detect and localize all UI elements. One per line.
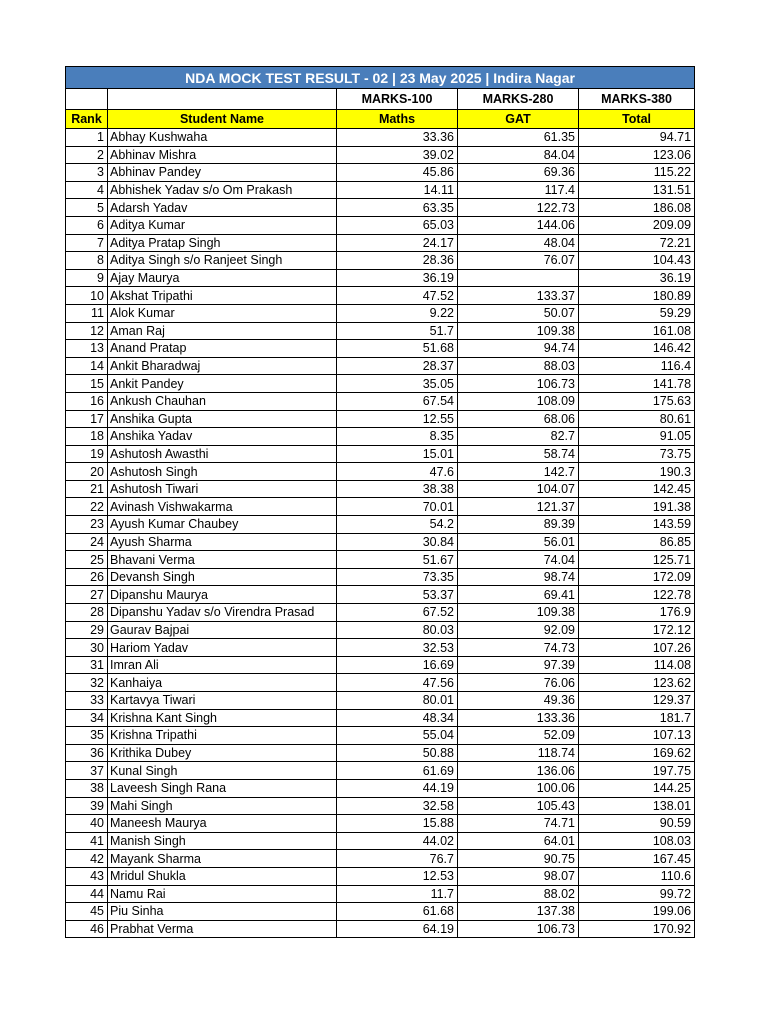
table-row: [66, 304, 695, 322]
rank-cell: 15: [66, 375, 108, 393]
student-name-cell: Kartavya Tiwari: [108, 692, 337, 710]
rank-cell: 37: [66, 762, 108, 780]
table-row: [66, 234, 695, 252]
table-row: [66, 480, 695, 498]
maths-cell: 36.19: [337, 269, 458, 287]
total-cell: 169.62: [579, 744, 695, 762]
table-row: [66, 392, 695, 410]
maths-cell: 8.35: [337, 428, 458, 446]
gat-cell: 84.04: [458, 146, 579, 164]
gat-cell: 133.36: [458, 709, 579, 727]
table-row: [66, 252, 695, 270]
total-cell: 146.42: [579, 340, 695, 358]
table-row: [66, 428, 695, 446]
student-name-cell: Akshat Tripathi: [108, 287, 337, 305]
total-cell: 181.7: [579, 709, 695, 727]
student-name-cell: Aditya Kumar: [108, 216, 337, 234]
gat-cell: 106.73: [458, 375, 579, 393]
gat-cell: 100.06: [458, 779, 579, 797]
rank-cell: 19: [66, 445, 108, 463]
table-row: [66, 551, 695, 569]
student-name-cell: Anshika Gupta: [108, 410, 337, 428]
table-row: [66, 199, 695, 217]
rank-cell: 39: [66, 797, 108, 815]
gat-cell: 61.35: [458, 129, 579, 147]
maths-cell: 12.53: [337, 867, 458, 885]
student-name-cell: Imran Ali: [108, 656, 337, 674]
student-name-cell: Prabhat Verma: [108, 920, 337, 938]
table-row: [66, 516, 695, 534]
student-name-cell: Ankush Chauhan: [108, 392, 337, 410]
rank-cell: 8: [66, 252, 108, 270]
total-cell: 186.08: [579, 199, 695, 217]
student-name-cell: Manish Singh: [108, 832, 337, 850]
gat-cell: 49.36: [458, 692, 579, 710]
gat-cell: 108.09: [458, 392, 579, 410]
gat-cell: 121.37: [458, 498, 579, 516]
gat-cell: 92.09: [458, 621, 579, 639]
marks-blank-cell: [108, 89, 337, 110]
maths-cell: 80.03: [337, 621, 458, 639]
maths-cell: 16.69: [337, 656, 458, 674]
student-name-cell: Kunal Singh: [108, 762, 337, 780]
maths-cell: 76.7: [337, 850, 458, 868]
student-name-cell: Abhishek Yadav s/o Om Prakash: [108, 181, 337, 199]
maths-cell: 54.2: [337, 516, 458, 534]
rank-cell: 24: [66, 533, 108, 551]
maths-cell: 44.02: [337, 832, 458, 850]
maths-cell: 50.88: [337, 744, 458, 762]
gat-cell: 104.07: [458, 480, 579, 498]
rank-cell: 14: [66, 357, 108, 375]
total-cell: 131.51: [579, 181, 695, 199]
student-name-cell: Maneesh Maurya: [108, 815, 337, 833]
total-cell: 142.45: [579, 480, 695, 498]
maths-cell: 39.02: [337, 146, 458, 164]
gat-cell: 74.71: [458, 815, 579, 833]
total-cell: 161.08: [579, 322, 695, 340]
gat-cell: 122.73: [458, 199, 579, 217]
total-cell: 175.63: [579, 392, 695, 410]
rank-cell: 28: [66, 604, 108, 622]
marks-header-maths: MARKS-100: [337, 89, 458, 110]
rank-cell: 44: [66, 885, 108, 903]
gat-cell: 58.74: [458, 445, 579, 463]
table-row: [66, 287, 695, 305]
marks-header-total: MARKS-380: [579, 89, 695, 110]
maths-cell: 48.34: [337, 709, 458, 727]
total-cell: 199.06: [579, 903, 695, 921]
gat-cell: 98.07: [458, 867, 579, 885]
table-row: [66, 797, 695, 815]
student-name-cell: Ayush Sharma: [108, 533, 337, 551]
student-name-cell: Aman Raj: [108, 322, 337, 340]
rank-cell: 10: [66, 287, 108, 305]
rank-cell: 26: [66, 568, 108, 586]
table-row: [66, 164, 695, 182]
gat-cell: 137.38: [458, 903, 579, 921]
table-row: [66, 832, 695, 850]
total-cell: 141.78: [579, 375, 695, 393]
maths-cell: 51.67: [337, 551, 458, 569]
maths-cell: 45.86: [337, 164, 458, 182]
maths-cell: 70.01: [337, 498, 458, 516]
rank-cell: 43: [66, 867, 108, 885]
table-row: [66, 885, 695, 903]
student-name-cell: Abhay Kushwaha: [108, 129, 337, 147]
student-name-cell: Ankit Pandey: [108, 375, 337, 393]
total-cell: 59.29: [579, 304, 695, 322]
column-header-maths: Maths: [337, 110, 458, 129]
total-cell: 99.72: [579, 885, 695, 903]
table-row: [66, 129, 695, 147]
maths-cell: 61.69: [337, 762, 458, 780]
student-name-cell: Laveesh Singh Rana: [108, 779, 337, 797]
student-name-cell: Piu Sinha: [108, 903, 337, 921]
rank-cell: 25: [66, 551, 108, 569]
maths-cell: 24.17: [337, 234, 458, 252]
maths-cell: 9.22: [337, 304, 458, 322]
gat-cell: 105.43: [458, 797, 579, 815]
table-row: [66, 604, 695, 622]
maths-cell: 47.6: [337, 463, 458, 481]
rank-cell: 36: [66, 744, 108, 762]
rank-cell: 12: [66, 322, 108, 340]
student-name-cell: Anand Pratap: [108, 340, 337, 358]
student-name-cell: Ashutosh Singh: [108, 463, 337, 481]
student-name-cell: Mridul Shukla: [108, 867, 337, 885]
gat-cell: 109.38: [458, 604, 579, 622]
marks-header-gat: MARKS-280: [458, 89, 579, 110]
table-row: [66, 867, 695, 885]
rank-cell: 2: [66, 146, 108, 164]
table-row: [66, 357, 695, 375]
total-cell: 125.71: [579, 551, 695, 569]
rank-cell: 45: [66, 903, 108, 921]
total-cell: 91.05: [579, 428, 695, 446]
total-cell: 90.59: [579, 815, 695, 833]
table-row: [66, 375, 695, 393]
total-cell: 86.85: [579, 533, 695, 551]
rank-cell: 13: [66, 340, 108, 358]
student-name-cell: Aditya Singh s/o Ranjeet Singh: [108, 252, 337, 270]
table-row: [66, 498, 695, 516]
rank-cell: 30: [66, 639, 108, 657]
maths-cell: 30.84: [337, 533, 458, 551]
rank-cell: 40: [66, 815, 108, 833]
student-name-cell: Alok Kumar: [108, 304, 337, 322]
maths-cell: 65.03: [337, 216, 458, 234]
student-name-cell: Aditya Pratap Singh: [108, 234, 337, 252]
student-name-cell: Krithika Dubey: [108, 744, 337, 762]
table-row: [66, 181, 695, 199]
student-name-cell: Gaurav Bajpai: [108, 621, 337, 639]
total-cell: 36.19: [579, 269, 695, 287]
maths-cell: 67.52: [337, 604, 458, 622]
total-cell: 167.45: [579, 850, 695, 868]
table-row: [66, 639, 695, 657]
table-row: [66, 568, 695, 586]
table-row: [66, 727, 695, 745]
maths-cell: 12.55: [337, 410, 458, 428]
table-row: [66, 216, 695, 234]
table-row: [66, 445, 695, 463]
gat-cell: 136.06: [458, 762, 579, 780]
gat-cell: 68.06: [458, 410, 579, 428]
gat-cell: 50.07: [458, 304, 579, 322]
gat-cell: 52.09: [458, 727, 579, 745]
table-row: [66, 656, 695, 674]
maths-cell: 35.05: [337, 375, 458, 393]
table-row: [66, 621, 695, 639]
rank-cell: 6: [66, 216, 108, 234]
maths-cell: 32.53: [337, 639, 458, 657]
marks-blank-cell: [66, 89, 108, 110]
rank-cell: 7: [66, 234, 108, 252]
table-row: [66, 815, 695, 833]
maths-cell: 33.36: [337, 129, 458, 147]
column-header-total: Total: [579, 110, 695, 129]
rank-cell: 1: [66, 129, 108, 147]
title-row: [66, 67, 695, 89]
table-row: [66, 269, 695, 287]
rank-cell: 3: [66, 164, 108, 182]
page-title: NDA MOCK TEST RESULT - 02 | 23 May 2025 | Indira Nagar: [66, 67, 695, 89]
rank-cell: 9: [66, 269, 108, 287]
rank-cell: 21: [66, 480, 108, 498]
table-row: [66, 850, 695, 868]
gat-cell: 89.39: [458, 516, 579, 534]
student-name-cell: Mahi Singh: [108, 797, 337, 815]
student-name-cell: Ashutosh Awasthi: [108, 445, 337, 463]
student-name-cell: Avinash Vishwakarma: [108, 498, 337, 516]
maths-cell: 63.35: [337, 199, 458, 217]
total-cell: 73.75: [579, 445, 695, 463]
total-cell: 138.01: [579, 797, 695, 815]
student-name-cell: Namu Rai: [108, 885, 337, 903]
rank-cell: 34: [66, 709, 108, 727]
gat-cell: [458, 269, 579, 287]
total-cell: 180.89: [579, 287, 695, 305]
table-row: [66, 744, 695, 762]
total-cell: 123.06: [579, 146, 695, 164]
maths-cell: 51.7: [337, 322, 458, 340]
student-name-cell: Dipanshu Maurya: [108, 586, 337, 604]
rank-cell: 35: [66, 727, 108, 745]
gat-cell: 117.4: [458, 181, 579, 199]
total-cell: 104.43: [579, 252, 695, 270]
total-cell: 115.22: [579, 164, 695, 182]
rank-cell: 46: [66, 920, 108, 938]
student-name-cell: Adarsh Yadav: [108, 199, 337, 217]
student-name-cell: Ajay Maurya: [108, 269, 337, 287]
maths-cell: 47.52: [337, 287, 458, 305]
total-cell: 110.6: [579, 867, 695, 885]
student-name-cell: Devansh Singh: [108, 568, 337, 586]
rank-cell: 5: [66, 199, 108, 217]
total-cell: 176.9: [579, 604, 695, 622]
gat-cell: 118.74: [458, 744, 579, 762]
total-cell: 191.38: [579, 498, 695, 516]
student-name-cell: Ayush Kumar Chaubey: [108, 516, 337, 534]
gat-cell: 142.7: [458, 463, 579, 481]
total-cell: 94.71: [579, 129, 695, 147]
table-row: [66, 674, 695, 692]
maths-cell: 11.7: [337, 885, 458, 903]
gat-cell: 144.06: [458, 216, 579, 234]
rank-cell: 18: [66, 428, 108, 446]
total-cell: 116.4: [579, 357, 695, 375]
result-sheet: [65, 66, 694, 938]
maths-cell: 51.68: [337, 340, 458, 358]
rank-cell: 23: [66, 516, 108, 534]
rank-cell: 33: [66, 692, 108, 710]
column-header-row: [66, 110, 695, 129]
rank-cell: 22: [66, 498, 108, 516]
rank-cell: 4: [66, 181, 108, 199]
rank-cell: 29: [66, 621, 108, 639]
maths-cell: 44.19: [337, 779, 458, 797]
gat-cell: 82.7: [458, 428, 579, 446]
rank-cell: 11: [66, 304, 108, 322]
maths-cell: 61.68: [337, 903, 458, 921]
total-cell: 172.12: [579, 621, 695, 639]
student-name-cell: Hariom Yadav: [108, 639, 337, 657]
total-cell: 107.13: [579, 727, 695, 745]
rank-cell: 17: [66, 410, 108, 428]
student-name-cell: Krishna Tripathi: [108, 727, 337, 745]
student-name-cell: Kanhaiya: [108, 674, 337, 692]
student-name-cell: Abhinav Mishra: [108, 146, 337, 164]
table-row: [66, 903, 695, 921]
maths-cell: 80.01: [337, 692, 458, 710]
table-row: [66, 533, 695, 551]
total-cell: 123.62: [579, 674, 695, 692]
maths-cell: 14.11: [337, 181, 458, 199]
total-cell: 209.09: [579, 216, 695, 234]
maths-cell: 28.36: [337, 252, 458, 270]
gat-cell: 76.07: [458, 252, 579, 270]
table-row: [66, 410, 695, 428]
total-cell: 197.75: [579, 762, 695, 780]
gat-cell: 90.75: [458, 850, 579, 868]
table-row: [66, 463, 695, 481]
gat-cell: 133.37: [458, 287, 579, 305]
total-cell: 114.08: [579, 656, 695, 674]
student-name-cell: Anshika Yadav: [108, 428, 337, 446]
total-cell: 144.25: [579, 779, 695, 797]
rank-cell: 41: [66, 832, 108, 850]
total-cell: 129.37: [579, 692, 695, 710]
results-table: [65, 66, 695, 938]
student-name-cell: Krishna Kant Singh: [108, 709, 337, 727]
maths-cell: 73.35: [337, 568, 458, 586]
rank-cell: 38: [66, 779, 108, 797]
total-cell: 80.61: [579, 410, 695, 428]
table-row: [66, 709, 695, 727]
maths-cell: 64.19: [337, 920, 458, 938]
table-row: [66, 920, 695, 938]
table-row: [66, 779, 695, 797]
maths-cell: 32.58: [337, 797, 458, 815]
marks-header-row: [66, 89, 695, 110]
gat-cell: 48.04: [458, 234, 579, 252]
gat-cell: 88.02: [458, 885, 579, 903]
maths-cell: 15.88: [337, 815, 458, 833]
table-row: [66, 586, 695, 604]
rank-cell: 42: [66, 850, 108, 868]
column-header-rank: Rank: [66, 110, 108, 129]
student-name-cell: Ankit Bharadwaj: [108, 357, 337, 375]
column-header-student-name: Student Name: [108, 110, 337, 129]
gat-cell: 98.74: [458, 568, 579, 586]
total-cell: 172.09: [579, 568, 695, 586]
table-row: [66, 322, 695, 340]
gat-cell: 69.41: [458, 586, 579, 604]
gat-cell: 64.01: [458, 832, 579, 850]
total-cell: 122.78: [579, 586, 695, 604]
rank-cell: 16: [66, 392, 108, 410]
maths-cell: 55.04: [337, 727, 458, 745]
gat-cell: 109.38: [458, 322, 579, 340]
total-cell: 72.21: [579, 234, 695, 252]
rank-cell: 20: [66, 463, 108, 481]
gat-cell: 74.04: [458, 551, 579, 569]
table-row: [66, 340, 695, 358]
student-name-cell: Mayank Sharma: [108, 850, 337, 868]
maths-cell: 53.37: [337, 586, 458, 604]
rank-cell: 32: [66, 674, 108, 692]
table-row: [66, 692, 695, 710]
gat-cell: 106.73: [458, 920, 579, 938]
table-row: [66, 146, 695, 164]
total-cell: 107.26: [579, 639, 695, 657]
rank-cell: 31: [66, 656, 108, 674]
maths-cell: 15.01: [337, 445, 458, 463]
maths-cell: 47.56: [337, 674, 458, 692]
total-cell: 170.92: [579, 920, 695, 938]
student-name-cell: Bhavani Verma: [108, 551, 337, 569]
gat-cell: 94.74: [458, 340, 579, 358]
total-cell: 143.59: [579, 516, 695, 534]
student-name-cell: Dipanshu Yadav s/o Virendra Prasad: [108, 604, 337, 622]
gat-cell: 88.03: [458, 357, 579, 375]
maths-cell: 28.37: [337, 357, 458, 375]
gat-cell: 74.73: [458, 639, 579, 657]
gat-cell: 56.01: [458, 533, 579, 551]
total-cell: 108.03: [579, 832, 695, 850]
total-cell: 190.3: [579, 463, 695, 481]
maths-cell: 38.38: [337, 480, 458, 498]
table-row: [66, 762, 695, 780]
rank-cell: 27: [66, 586, 108, 604]
gat-cell: 76.06: [458, 674, 579, 692]
student-name-cell: Ashutosh Tiwari: [108, 480, 337, 498]
column-header-gat: GAT: [458, 110, 579, 129]
maths-cell: 67.54: [337, 392, 458, 410]
gat-cell: 97.39: [458, 656, 579, 674]
gat-cell: 69.36: [458, 164, 579, 182]
student-name-cell: Abhinav Pandey: [108, 164, 337, 182]
